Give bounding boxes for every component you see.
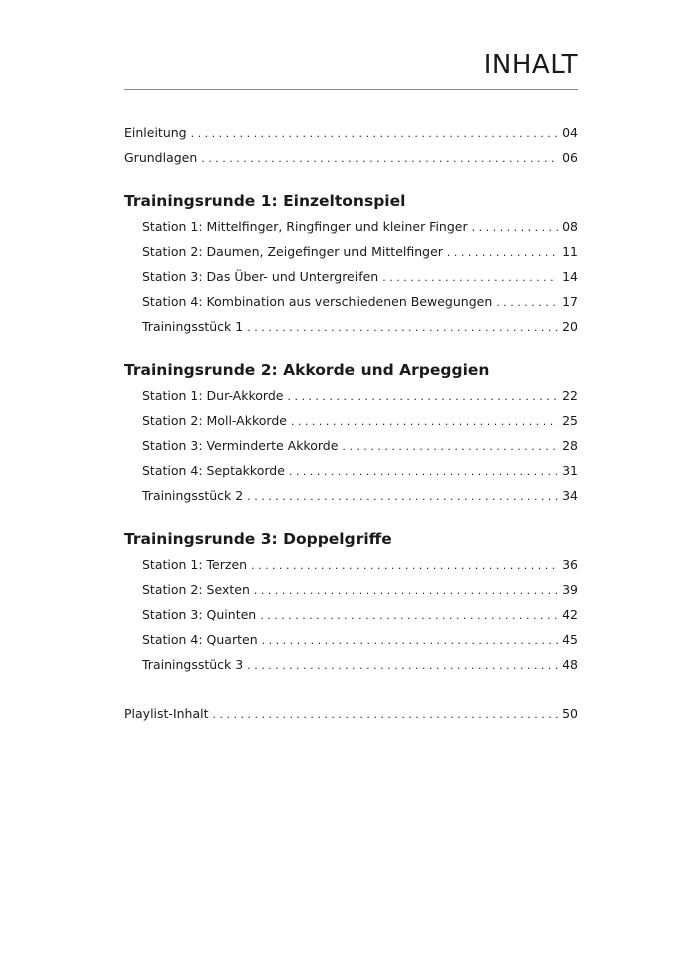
spacer: [124, 508, 578, 526]
dot-leader: [191, 121, 558, 146]
toc-entry-page: 28: [562, 438, 578, 453]
toc-entry[interactable]: [124, 383, 578, 408]
dot-leader: [247, 653, 558, 678]
toc-entry-page: 36: [562, 557, 578, 572]
toc-entry[interactable]: [124, 577, 578, 602]
toc-entry-page: 39: [562, 582, 578, 597]
toc-entry-page: 50: [562, 706, 578, 721]
toc-entry-label: Station 2: Sexten: [142, 582, 250, 597]
dot-leader: [260, 603, 558, 628]
toc-entry-page: 31: [562, 463, 578, 478]
toc-entry-page: 20: [562, 319, 578, 334]
toc-entry-label: Trainingsstück 3: [142, 657, 244, 672]
toc-entry-label: Station 4: Quarten: [142, 632, 258, 647]
toc-entry[interactable]: [124, 627, 578, 652]
dot-leader: [247, 315, 558, 340]
toc-entry[interactable]: [124, 652, 578, 677]
toc-entry-label: Einleitung: [124, 125, 187, 140]
toc-entry-page: 14: [562, 269, 578, 284]
toc-entry-label: Playlist-Inhalt: [124, 706, 209, 721]
dot-leader: [262, 628, 558, 653]
toc-entry[interactable]: [124, 458, 578, 483]
toc-entry-label: Grundlagen: [124, 150, 198, 165]
toc-entry-label: Trainingsstück 1: [142, 319, 244, 334]
page-title: INHALT: [483, 50, 578, 80]
toc-entry-label: Station 3: Verminderte Akkorde: [142, 438, 339, 453]
spacer: [124, 170, 578, 188]
section-heading-2: Trainingsrunde 2: Akkorde und Arpeggien: [124, 361, 490, 379]
toc-entry-label: Station 3: Quinten: [142, 607, 257, 622]
toc-entry-playlist[interactable]: [124, 701, 578, 726]
dot-leader: [289, 459, 558, 484]
dot-leader: [287, 384, 558, 409]
toc-entry[interactable]: [124, 602, 578, 627]
toc-entry-page: 42: [562, 607, 578, 622]
section-heading-1: Trainingsrunde 1: Einzeltonspiel: [124, 192, 406, 210]
dot-leader: [382, 265, 558, 290]
title-divider: [124, 89, 578, 90]
toc-entry[interactable]: [124, 264, 578, 289]
toc-entry-page: 11: [562, 244, 578, 259]
dot-leader: [201, 146, 558, 171]
spacer: [124, 677, 578, 701]
toc-entry-label: Station 1: Terzen: [142, 557, 248, 572]
toc-entry[interactable]: [124, 314, 578, 339]
toc-entry-page: 17: [562, 294, 578, 309]
toc-entry[interactable]: [124, 289, 578, 314]
toc-entry-label: Station 2: Daumen, Zeigefinger und Mittelfinger: [142, 244, 443, 259]
dot-leader: [251, 553, 558, 578]
toc-entry-einleitung[interactable]: [124, 120, 578, 145]
toc-entry-label: Station 1: Mittelfinger, Ringfinger und kleiner Finger: [142, 219, 468, 234]
toc-entry-page: 25: [562, 413, 578, 428]
toc-entry[interactable]: [124, 408, 578, 433]
dot-leader: [247, 484, 558, 509]
dot-leader: [472, 215, 558, 240]
toc-entry-page: 06: [562, 150, 578, 165]
dot-leader: [496, 290, 558, 315]
toc-entry-page: 08: [562, 219, 578, 234]
dot-leader: [254, 578, 558, 603]
dot-leader: [213, 702, 558, 727]
table-of-contents: [124, 120, 578, 726]
toc-entry-page: 34: [562, 488, 578, 503]
toc-entry[interactable]: [124, 552, 578, 577]
dot-leader: [342, 434, 558, 459]
toc-entry-label: Station 4: Septakkorde: [142, 463, 285, 478]
section-heading-3: Trainingsrunde 3: Doppelgriffe: [124, 530, 392, 548]
toc-entry-page: 45: [562, 632, 578, 647]
toc-entry-label: Station 4: Kombination aus verschiedenen Bewegungen: [142, 294, 493, 309]
toc-entry-page: 22: [562, 388, 578, 403]
toc-entry-page: 04: [562, 125, 578, 140]
spacer: [124, 339, 578, 357]
toc-entry[interactable]: [124, 433, 578, 458]
toc-entry-label: Station 2: Moll-Akkorde: [142, 413, 287, 428]
toc-entry-label: Station 1: Dur-Akkorde: [142, 388, 284, 403]
toc-entry-label: Trainingsstück 2: [142, 488, 244, 503]
toc-entry-page: 48: [562, 657, 578, 672]
toc-entry-grundlagen[interactable]: [124, 145, 578, 170]
toc-entry-label: Station 3: Das Über- und Untergreifen: [142, 269, 379, 284]
toc-entry[interactable]: [124, 214, 578, 239]
dot-leader: [447, 240, 558, 265]
dot-leader: [291, 409, 558, 434]
toc-entry[interactable]: [124, 483, 578, 508]
toc-entry[interactable]: [124, 239, 578, 264]
